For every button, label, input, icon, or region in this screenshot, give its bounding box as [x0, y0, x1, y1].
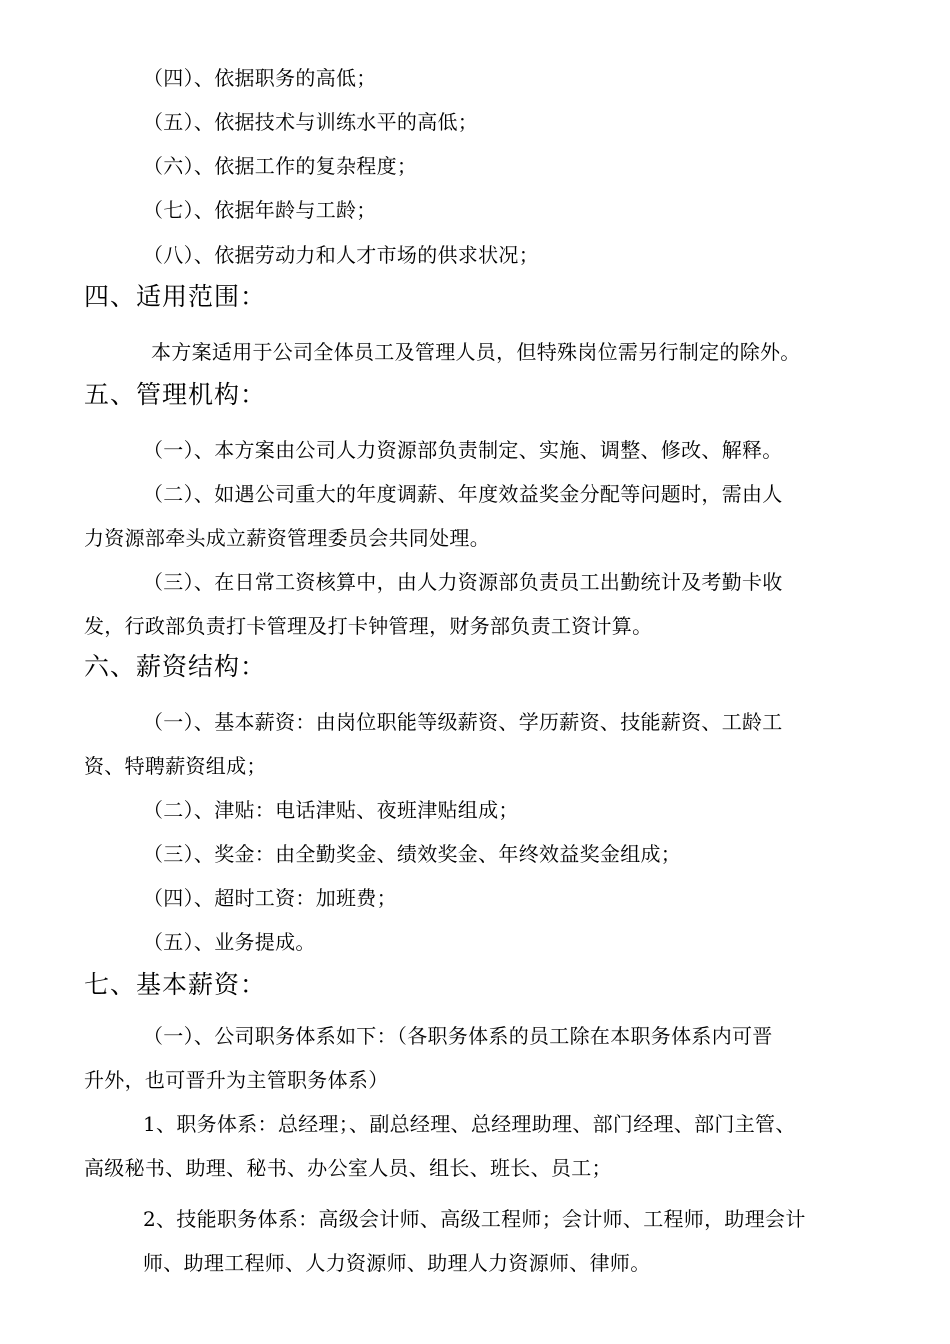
criterion-item-4: （四）、依据职务的高低；: [143, 66, 377, 90]
management-item-1: （一）、本方案由公司人力资源部负责制定、实施、调整、修改、解释。: [143, 438, 783, 462]
criterion-item-8: （八）、依据劳动力和人才市场的供求状况；: [143, 243, 539, 267]
job-system-1-cont: 高级秘书、助理、秘书、办公室人员、组长、班长、员工；: [84, 1156, 612, 1180]
structure-item-2: （二）、津贴：电话津贴、夜班津贴组成；: [143, 798, 519, 822]
scope-paragraph: 本方案适用于公司全体员工及管理人员，但特殊岗位需另行制定的除外。: [151, 340, 801, 364]
base-salary-item-1: （一）、公司职务体系如下：（各职务体系的员工除在本职务体系内可晋: [143, 1024, 773, 1048]
criterion-item-7: （七）、依据年龄与工龄；: [143, 198, 377, 222]
criterion-item-5: （五）、依据技术与训练水平的高低；: [143, 110, 479, 134]
structure-item-1: （一）、基本薪资：由岗位职能等级薪资、学历薪资、技能薪资、工龄工: [143, 710, 783, 734]
management-item-2: （二）、如遇公司重大的年度调薪、年度效益奖金分配等问题时，需由人: [143, 482, 783, 506]
management-item-3-cont: 发，行政部负责打卡管理及打卡钟管理，财务部负责工资计算。: [84, 614, 653, 638]
section-heading-scope: 四、适用范围：: [84, 282, 267, 311]
structure-item-3: （三）、奖金：由全勤奖金、绩效奖金、年终效益奖金组成；: [143, 842, 682, 866]
section-heading-management: 五、管理机构：: [84, 380, 267, 409]
management-item-3: （三）、在日常工资核算中，由人力资源部负责员工出勤统计及考勤卡收: [143, 570, 783, 594]
structure-item-5: （五）、业务提成。: [143, 930, 316, 954]
job-system-2-cont: 师、助理工程师、人力资源师、助理人力资源师、律师。: [143, 1251, 651, 1275]
structure-item-4: （四）、超时工资：加班费；: [143, 886, 397, 910]
structure-item-1-cont: 资、特聘薪资组成；: [84, 754, 267, 778]
base-salary-item-1-cont: 升外，也可晋升为主管职务体系）: [84, 1068, 389, 1092]
section-heading-salary-structure: 六、薪资结构：: [84, 652, 267, 681]
criterion-item-6: （六）、依据工作的复杂程度；: [143, 154, 418, 178]
section-heading-base-salary: 七、基本薪资：: [84, 970, 267, 999]
job-system-1: 1、职务体系：总经理；、副总经理、总经理助理、部门经理、部门主管、: [143, 1112, 796, 1136]
job-system-2: 2、技能职务体系：高级会计师、高级工程师；会计师、工程师，助理会计: [143, 1207, 806, 1231]
management-item-2-cont: 力资源部牵头成立薪资管理委员会共同处理。: [84, 526, 490, 550]
